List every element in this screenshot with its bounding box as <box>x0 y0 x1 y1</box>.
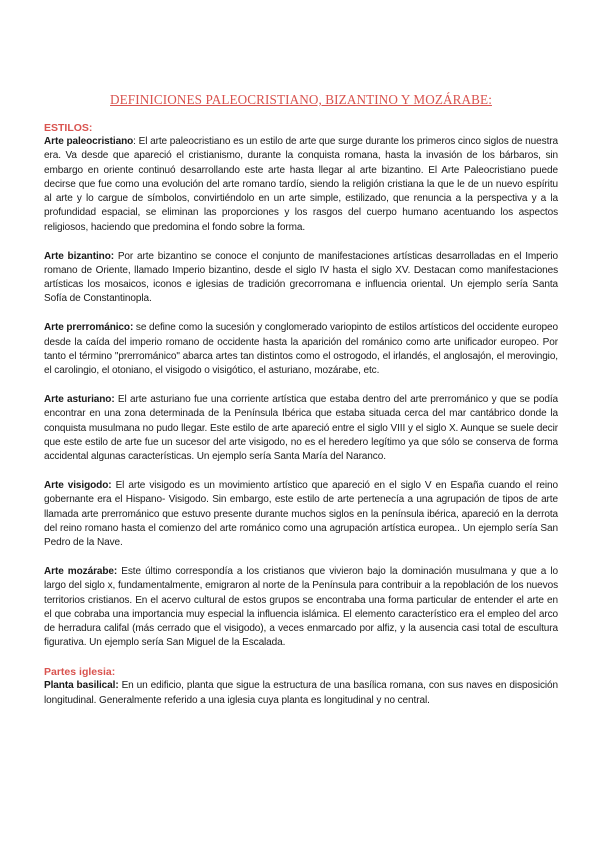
term-label: Arte asturiano: <box>44 393 115 405</box>
term-label: Planta basilical: <box>44 680 119 692</box>
definition-text: En un edificio, planta que sigue la estructura de una basílica romana, con sus naves en disposición longitudinal. Generalmente referido a una iglesia cuya planta es longitudinal y no central. <box>44 680 558 706</box>
definition-text: El arte paleocristiano es un estilo de arte que surge durante los primeros cinco siglos de nuestra era. Va desde que apareció el cristianismo, durante la conquista romana, hasta la invasión de los bárbaros, sin embargo en oriente continuó desarrollando este arte hasta llegar al arte bizantino. El Arte Paleocristiano puede decirse que fue como una evolución del arte romano tardío, siendo la religión cristiana la que le de un nuevo espíritu al arte y lo cargue de símbolos, convirtiéndolo en un arte simple, estilizado, que renuncia a la perspectiva y a la profundidad espacial, se eliminan las proporciones y los rasgos del cuerpo humano acentuando los aspectos religiosos, haciendo que predomina el fondo sobre la forma. <box>44 136 558 233</box>
term-label: Arte paleocristiano <box>44 136 134 147</box>
definition-text: Este último correspondía a los cristianos que vivieron bajo la dominación musulmana y que a lo largo del siglo x, fundamentalmente, emigraron al norte de la Península para contribuir a la repoblación de los nuevos territorios cristianos. En el acervo cultural de estos grupos se encontraba una forma particular de entender el arte en el que cobraba una importancia muy especial la influencia islámica. El elemento característico era el empleo del arco de herradura califal (más cerrado que el visigodo), a veces enmarcado por alfiz, y la ausencia casi total de escultura figurativa. Un ejemplo sería San Miguel de la Escalada. <box>44 565 558 649</box>
definition-asturiano <box>44 393 558 464</box>
term-label: Arte bizantino: <box>44 250 114 262</box>
definition-paleocristiano <box>44 135 558 235</box>
section-heading-partes: Partes iglesia: <box>44 666 116 679</box>
definition-text: Por arte bizantino se conoce el conjunto de manifestaciones artísticas desarrolladas en el Imperio romano de Oriente, llamado Imperio bizantino, desde el siglo IV hasta el siglo XV. Destacan como manifestaciones artísticas los mosaicos, iconos e iglesias de tradición grecorromana e influencia oriental. Un ejemplo sería Santa Sofía de Constantinopla. <box>44 250 558 305</box>
document-title: DEFINICIONES PALEOCRISTIANO, BIZANTINO Y MOZÁRABE: <box>110 92 492 107</box>
definition-text: El arte asturiano fue una corriente artística que estaba dentro del arte prerrománico y que se podía encontrar en una zona determinada de la Península Ibérica que estaba situada cerca del mar cantábrico donde la conquista musulmana no pudo llegar. Este estilo de arte apareció entre el siglo VIII y el siglo X. Aunque se suele decir que este estilo de arte fue un sucesor del arte visigodo, no es el heredero legítimo ya que sólo se conserva de forma accidental algunas características. Un ejemplo sería Santa María del Naranco. <box>44 393 558 463</box>
definition-mozarabe <box>44 565 558 651</box>
term-label: Arte prerrománico: <box>44 322 134 334</box>
definition-text: se define como la sucesión y conglomerado variopinto de estilos artísticos del occidente europeo desde la caída del imperio romano de occidente hasta la aparición del románico como arte unificador europeo. Por tanto el término "prerrománico" abarca artes tan distintos como el ostrogodo, el irlandés, el anglosajón, el merovingio, el carolingio, el otoniano, el visigodo o visigótico, el asturiano, mozárabe, etc. <box>44 322 559 377</box>
term-label: Arte visigodo: <box>44 479 112 491</box>
section-heading-estilos: ESTILOS: <box>44 122 93 134</box>
definition-visigodo <box>44 479 558 550</box>
definition-prerromanico <box>44 321 558 378</box>
definition-bizantino <box>44 250 558 307</box>
definition-text: El arte visigodo es un movimiento artístico que apareció en el siglo V en España cuando el reino gobernante era el Hispano- Visigodo. Sin embargo, este estilo de arte pertenecía a una agrupación de tipos de arte llamada arte prerrománico que estuvo presente durante muchos siglos en la península ibérica, apareció en la derrota del reino romano hasta el comienzo del arte románico como una agrupación artística europea.. Un ejemplo sería San Pedro de la Nave. <box>44 479 558 549</box>
term-label: Arte mozárabe: <box>44 565 118 577</box>
term-separator: : <box>133 136 139 147</box>
definition-planta-basilical <box>44 679 558 708</box>
